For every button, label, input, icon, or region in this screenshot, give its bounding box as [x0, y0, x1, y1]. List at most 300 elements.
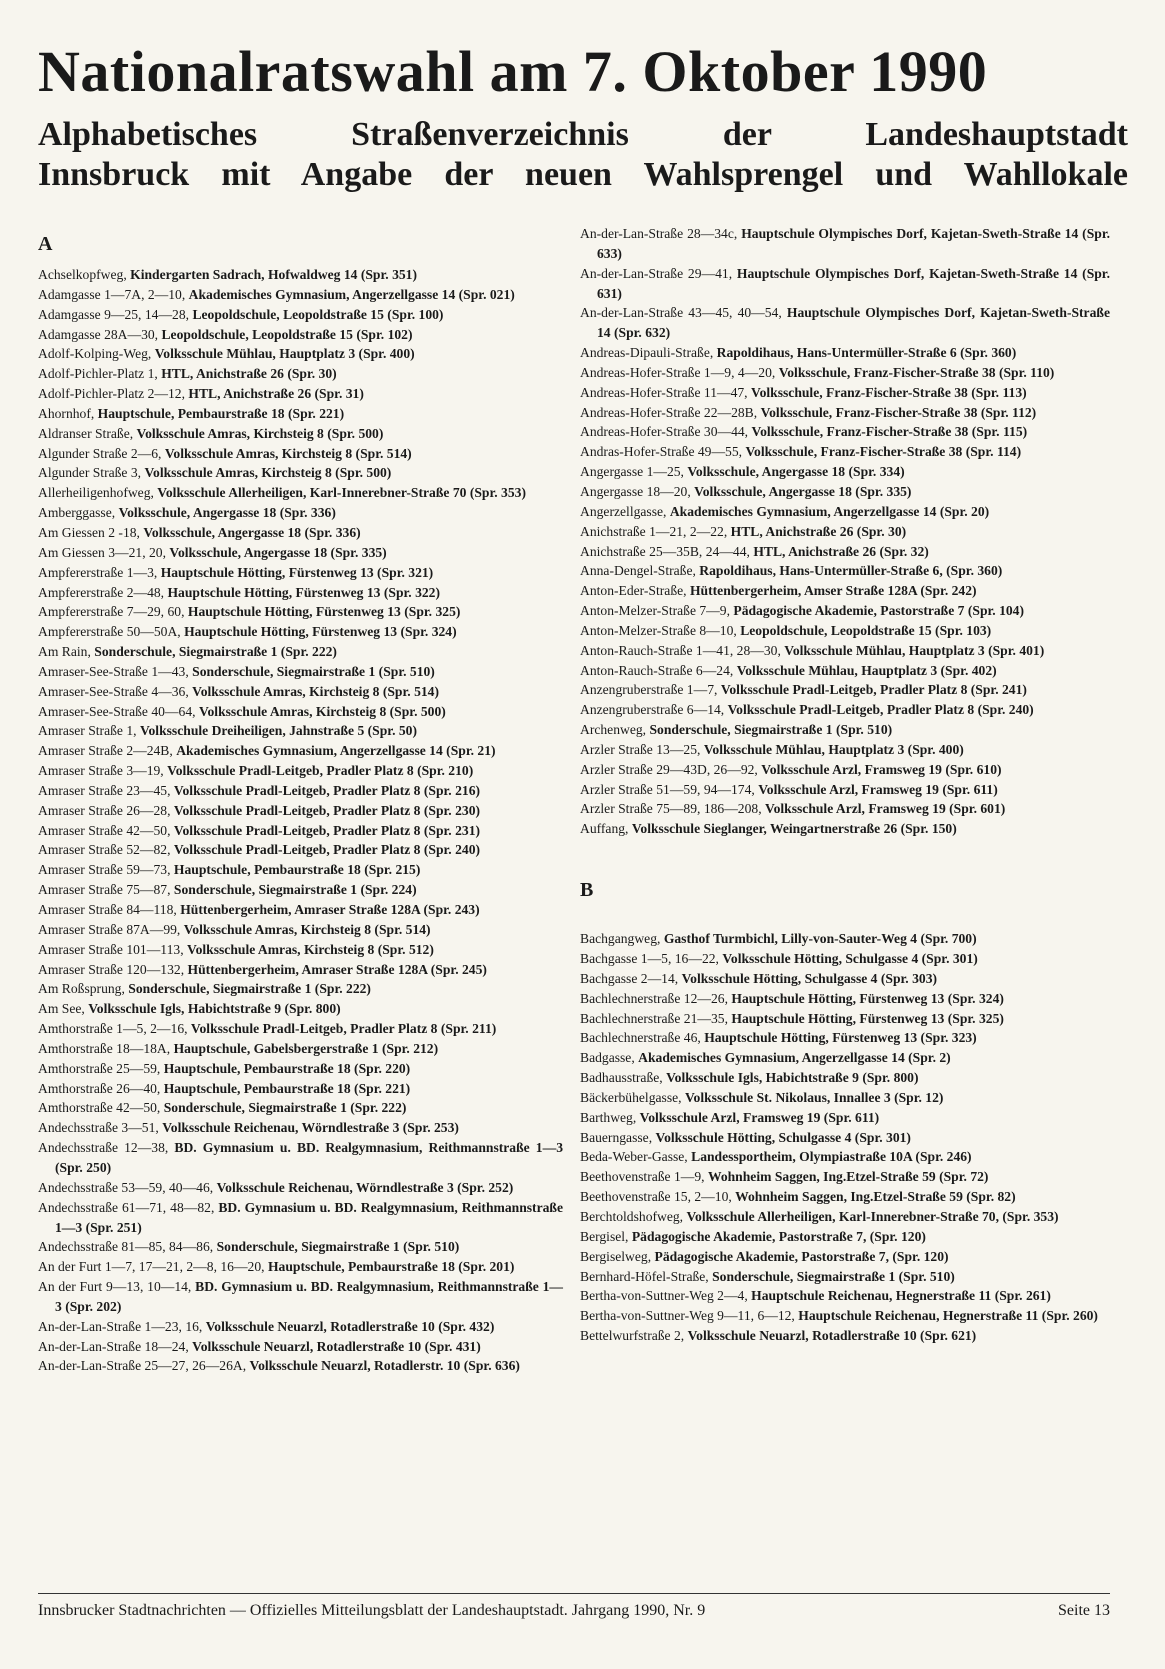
street-name: Angergasse 1—25,: [580, 464, 684, 480]
polling-station: Akademisches Gymnasium, Angerzellgasse 14 (Spr. 21): [176, 743, 496, 759]
polling-station: Hüttenbergerheim, Amraser Straße 128A (Spr. 243): [180, 902, 480, 917]
polling-station: Sonderschule, Siegmairstraße 1 (Spr. 222): [163, 1100, 407, 1116]
polling-station: Hauptschule Hötting, Fürstenweg 13 (Spr. 322): [167, 584, 441, 600]
street-name: Amraser-See-Straße 1—43,: [38, 663, 189, 679]
street-name: An-der-Lan-Straße 29—41,: [580, 265, 733, 281]
street-entry: [580, 224, 1110, 264]
street-entry: [38, 424, 563, 444]
polling-station: Hauptschule, Pembaurstraße 18 (Spr. 215): [173, 862, 421, 878]
polling-station: Sonderschule, Siegmairstraße 1 (Spr. 222): [94, 644, 337, 660]
footer-publication: Innsbrucker Stadtnachrichten — Offizielles Mitteilungsblatt der Landeshauptstadt. Jahrgang 1990, Nr. 9: [38, 1602, 706, 1619]
street-entry: [38, 622, 563, 642]
polling-station: Sonderschule, Siegmairstraße 1 (Spr. 510): [216, 1239, 460, 1255]
street-entry: [580, 1326, 1110, 1346]
street-name: Am See,: [38, 1001, 85, 1017]
street-name: Amraser-See-Straße 40—64,: [38, 703, 196, 719]
polling-station: Volksschule Pradl-Leitgeb, Pradler Platz 8 (Spr. 240): [727, 702, 1034, 718]
street-name: Algunder Straße 3,: [38, 465, 142, 481]
street-entry: [580, 482, 1110, 502]
street-entry: [38, 1098, 563, 1118]
street-name: Andechsstraße 3—51,: [38, 1120, 159, 1136]
polling-station: Volksschule Neuarzl, Rotadlerstraße 10 (Spr. 621): [687, 1328, 977, 1344]
street-name: Amberggasse,: [38, 505, 116, 521]
street-name: Adamgasse 1—7A, 2—10,: [38, 286, 186, 302]
street-name: Amraser Straße 84—118,: [38, 902, 177, 917]
street-entry: [38, 305, 563, 325]
street-entry: [38, 642, 563, 662]
polling-station: Volksschule Amras, Kirchsteig 8 (Spr. 514): [183, 921, 431, 937]
polling-station: Volksschule, Angergasse 18 (Spr. 334): [687, 464, 905, 480]
polling-station: Hauptschule Reichenau, Hegnerstraße 11 (Spr. 260): [798, 1308, 1098, 1324]
polling-station: Hauptschule Hötting, Fürstenweg 13 (Spr. 325): [187, 604, 461, 620]
street-entry: [580, 720, 1110, 740]
section-heading-b: B: [580, 879, 594, 902]
street-entry: [580, 363, 1110, 383]
polling-station: Pädagogische Akademie, Pastorstraße 7 (Spr. 104): [733, 603, 1025, 619]
polling-station: Pädagogische Akademie, Pastorstraße 7, (Spr. 120): [654, 1248, 949, 1264]
street-entry: [38, 325, 563, 345]
street-name: Aldranser Straße,: [38, 425, 134, 441]
polling-station: Hauptschule Olympisches Dorf, Kajetan-Sweth-Straße 14 (Spr. 631): [597, 265, 1110, 301]
street-name: Andechsstraße 12—38,: [38, 1140, 169, 1156]
polling-station: Volksschule Neuarzl, Rotadlerstr. 10 (Spr. 636): [249, 1358, 520, 1374]
polling-station: Hauptschule Hötting, Fürstenweg 13 (Spr. 325): [731, 1010, 1004, 1026]
street-name: Bauerngasse,: [580, 1129, 653, 1145]
street-name: Anichstraße 25—35B, 24—44,: [580, 543, 750, 559]
polling-station: Hauptschule, Gabelsbergerstraße 1 (Spr. 212): [173, 1040, 439, 1056]
street-entry: [580, 680, 1110, 700]
polling-station: Hauptschule Hötting, Fürstenweg 13 (Spr. 324): [184, 624, 457, 640]
polling-station: Hüttenbergerheim, Amser Straße 128A (Spr. 242): [689, 583, 977, 599]
polling-station: Volksschule, Angergasse 18 (Spr. 335): [169, 544, 387, 560]
street-name: Andreas-Hofer-Straße 30—44,: [580, 424, 749, 440]
polling-station: Volksschule Mühlau, Hauptplatz 3 (Spr. 400): [703, 741, 964, 757]
polling-station: Gasthof Turmbichl, Lilly-von-Sauter-Weg 4 (Spr. 700): [663, 931, 977, 947]
street-name: Amthorstraße 25—59,: [38, 1060, 161, 1076]
street-name: Amraser Straße 52—82,: [38, 842, 171, 858]
street-entry: [580, 1227, 1110, 1247]
polling-station: Sonderschule, Siegmairstraße 1 (Spr. 222): [128, 981, 371, 997]
street-name: Ampfererstraße 7—29, 60,: [38, 604, 185, 620]
street-entry: [38, 801, 563, 821]
polling-station: Volksschule Arzl, Framsweg 19 (Spr. 611): [639, 1109, 880, 1125]
street-entry: [580, 383, 1110, 403]
footer-divider: [38, 1593, 1110, 1594]
polling-station: Wohnheim Saggen, Ing.Etzel-Straße 59 (Spr. 82): [735, 1189, 1016, 1205]
street-entry: [38, 523, 563, 543]
street-name: Andras-Hofer-Straße 49—55,: [580, 444, 743, 460]
polling-station: Volksschule Amras, Kirchsteig 8 (Spr. 500): [198, 703, 446, 719]
polling-station: Volksschule Hötting, Schulgasse 4 (Spr. 301): [722, 951, 978, 966]
street-name: Bettelwurfstraße 2,: [580, 1328, 685, 1344]
street-name: Arzler Straße 13—25,: [580, 741, 701, 757]
street-name: Amraser Straße 23—45,: [38, 782, 171, 798]
street-entry: [38, 1138, 563, 1178]
polling-station: Volksschule, Angergasse 18 (Spr. 335): [694, 483, 912, 499]
street-entry: [580, 502, 1110, 522]
street-entry: [38, 285, 563, 305]
street-entry: [38, 1198, 563, 1238]
street-name: An-der-Lan-Straße 43—45, 40—54,: [580, 305, 782, 321]
street-entry: [38, 1019, 563, 1039]
polling-station: Hauptschule Hötting, Fürstenweg 13 (Spr. 321): [160, 564, 434, 580]
polling-station: HTL, Anichstraße 26 (Spr. 31): [188, 386, 364, 402]
subtitle-line-2: Innsbruck mit Angabe der neuen Wahlsprengel und Wahllokale: [38, 156, 1128, 193]
left-column: [38, 225, 563, 1376]
polling-station: Sonderschule, Siegmairstraße 1 (Spr. 510): [192, 663, 435, 679]
street-name: Bachlechnerstraße 21—35,: [580, 1010, 728, 1026]
polling-station: Sonderschule, Siegmairstraße 1 (Spr. 224): [173, 882, 417, 898]
polling-station: Volksschule, Angergasse 18 (Spr. 336): [118, 505, 336, 521]
street-name: Angergasse 18—20,: [580, 483, 691, 499]
street-entry: [580, 1088, 1110, 1108]
street-entry: [580, 1207, 1110, 1227]
street-name: Arzler Straße 75—89, 186—208,: [580, 801, 762, 817]
street-name: Andreas-Hofer-Straße 11—47,: [580, 384, 748, 400]
street-name: Badgasse,: [580, 1050, 635, 1066]
street-entry: [38, 721, 563, 741]
polling-station: Volksschule, Franz-Fischer-Straße 38 (Spr. 112): [760, 404, 1037, 420]
street-entry: [580, 1187, 1110, 1207]
polling-station: Leopoldschule, Leopoldstraße 15 (Spr. 103): [740, 622, 992, 638]
street-name: Bäckerbühelgasse,: [580, 1089, 682, 1105]
street-name: Amthorstraße 26—40,: [38, 1080, 161, 1096]
polling-station: Volksschule Mühlau, Hauptplatz 3 (Spr. 400): [154, 346, 415, 362]
street-name: An-der-Lan-Straße 28—34c,: [580, 226, 738, 241]
polling-station: Pädagogische Akademie, Pastorstraße 7, (Spr. 120): [631, 1228, 926, 1244]
street-name: Bergisel,: [580, 1228, 629, 1244]
street-name: Angerzellgasse,: [580, 503, 667, 519]
street-name: Arzler Straße 51—59, 94—174,: [580, 781, 755, 797]
street-name: Andreas-Dipauli-Straße,: [580, 345, 714, 361]
street-name: Andechsstraße 81—85, 84—86,: [38, 1239, 214, 1255]
street-entry: [580, 969, 1110, 989]
street-name: Adolf-Pichler-Platz 2—12,: [38, 386, 185, 402]
polling-station: Volksschule Arzl, Framsweg 19 (Spr. 611): [758, 781, 998, 797]
street-name: Amraser Straße 26—28,: [38, 802, 171, 818]
street-entry: [580, 949, 1110, 969]
polling-station: Volksschule Amras, Kirchsteig 8 (Spr. 514): [192, 683, 439, 699]
polling-station: Volksschule Dreiheiligen, Jahnstraße 5 (Spr. 50): [139, 723, 418, 739]
street-entry: [580, 929, 1110, 949]
street-name: Algunder Straße 2—6,: [38, 445, 162, 461]
street-entry: [38, 920, 563, 940]
polling-station: Volksschule Pradl-Leitgeb, Pradler Platz 8 (Spr. 241): [720, 682, 1027, 698]
street-name: Anzengruberstraße 1—7,: [580, 682, 718, 698]
polling-station: Leopoldschule, Leopoldstraße 15 (Spr. 100): [192, 306, 444, 322]
street-entry: [38, 364, 563, 384]
street-list-left: [38, 265, 563, 1376]
polling-station: Sonderschule, Siegmairstraße 1 (Spr. 510): [649, 722, 893, 738]
street-name: Anton-Rauch-Straße 6—24,: [580, 662, 734, 678]
polling-station: Leopoldschule, Leopoldstraße 15 (Spr. 102): [161, 326, 413, 342]
street-entry: [580, 1306, 1110, 1326]
street-name: Anton-Rauch-Straße 1—41, 28—30,: [580, 642, 781, 658]
street-entry: [38, 1079, 563, 1099]
street-name: Amraser Straße 120—132,: [38, 961, 185, 977]
polling-station: Volksschule Hötting, Schulgasse 4 (Spr. 301): [655, 1129, 911, 1145]
polling-station: Wohnheim Saggen, Ing.Etzel-Straße 59 (Spr. 72): [707, 1169, 989, 1185]
street-entry: [580, 1267, 1110, 1287]
polling-station: Volksschule Mühlau, Hauptplatz 3 (Spr. 401): [784, 642, 1045, 658]
street-entry: [38, 1277, 563, 1317]
street-name: Anichstraße 1—21, 2—22,: [580, 523, 728, 539]
polling-station: Hauptschule, Pembaurstraße 18 (Spr. 201): [267, 1259, 515, 1275]
street-entry: [580, 641, 1110, 661]
street-entry: [38, 979, 563, 999]
street-name: Amraser Straße 1,: [38, 723, 137, 739]
street-name: Ampfererstraße 50—50A,: [38, 624, 181, 640]
polling-station: HTL, Anichstraße 26 (Spr. 30): [161, 366, 337, 382]
street-entry: [580, 561, 1110, 581]
street-name: Amraser Straße 59—73,: [38, 862, 171, 878]
polling-station: Hauptschule Olympisches Dorf, Kajetan-Sweth-Straße 14 (Spr. 633): [597, 226, 1110, 261]
page-title: Nationalratswahl am 7. Oktober 1990: [38, 39, 988, 104]
street-entry: [38, 960, 563, 980]
street-entry: [38, 1178, 563, 1198]
subtitle-line-1: Alphabetisches Straßenverzeichnis der Landeshauptstadt: [38, 116, 1128, 153]
polling-station: Volksschule Pradl-Leitgeb, Pradler Platz 8 (Spr. 240): [173, 842, 481, 858]
polling-station: Landessportheim, Olympiastraße 10A (Spr. 246): [691, 1149, 972, 1165]
street-entry: [38, 940, 563, 960]
street-name: Amraser Straße 2—24B,: [38, 743, 173, 759]
polling-station: Volksschule Sieglanger, Weingartnerstraße 26 (Spr. 150): [631, 821, 957, 837]
polling-station: Volksschule Igls, Habichtstraße 9 (Spr. 800): [666, 1070, 919, 1086]
polling-station: Hauptschule Reichenau, Hegnerstraße 11 (Spr. 261): [751, 1288, 1051, 1304]
street-entry: [580, 442, 1110, 462]
polling-station: BD. Gymnasium u. BD. Realgymnasium, Reithmannstraße 1—3 (Spr. 250): [55, 1140, 563, 1175]
polling-station: Volksschule Pradl-Leitgeb, Pradler Platz 8 (Spr. 210): [167, 763, 474, 779]
polling-station: HTL, Anichstraße 26 (Spr. 30): [730, 523, 907, 539]
street-entry: [38, 444, 563, 464]
street-list-right-b: [580, 929, 1110, 1346]
street-name: Archenweg,: [580, 722, 647, 738]
street-entry: [580, 264, 1110, 304]
polling-station: Volksschule Mühlau, Hauptplatz 3 (Spr. 402): [736, 662, 997, 678]
street-entry: [580, 522, 1110, 542]
polling-station: Volksschule Allerheiligen, Karl-Innerebner-Straße 70 (Spr. 353): [157, 485, 526, 501]
street-name: Bertha-von-Suttner-Weg 9—11, 6—12,: [580, 1308, 795, 1324]
street-name: Andechsstraße 61—71, 48—82,: [38, 1199, 215, 1215]
street-entry: [38, 682, 563, 702]
street-name: Anna-Dengel-Straße,: [580, 563, 696, 579]
polling-station: Rapoldihaus, Hans-Untermüller-Straße 6, (Spr. 360): [699, 563, 1003, 579]
street-name: Bachlechnerstraße 12—26,: [580, 990, 728, 1006]
street-entry: [38, 1356, 563, 1376]
street-name: Andreas-Hofer-Straße 22—28B,: [580, 404, 758, 420]
street-entry: [580, 1128, 1110, 1148]
street-name: An der Furt 1—7, 17—21, 2—8, 16—20,: [38, 1259, 265, 1275]
street-name: Andechsstraße 53—59, 40—46,: [38, 1179, 214, 1195]
street-name: Amthorstraße 42—50,: [38, 1100, 161, 1116]
polling-station: Volksschule Reichenau, Wörndlestraße 3 (Spr. 253): [162, 1120, 459, 1136]
street-entry: [38, 583, 563, 603]
polling-station: Volksschule Amras, Kirchsteig 8 (Spr. 500): [144, 465, 392, 481]
street-name: Anzengruberstraße 6—14,: [580, 702, 725, 718]
street-entry: [580, 403, 1110, 423]
street-entry: [38, 1257, 563, 1277]
footer-page-number: Seite 13: [1058, 1602, 1110, 1619]
street-name: An-der-Lan-Straße 18—24,: [38, 1338, 189, 1354]
street-name: Am Giessen 3—21, 20,: [38, 544, 166, 560]
street-entry: [38, 503, 563, 523]
street-entry: [580, 542, 1110, 562]
street-entry: [580, 601, 1110, 621]
street-entry: [580, 740, 1110, 760]
polling-station: Akademisches Gymnasium, Angerzellgasse 14 (Spr. 20): [669, 503, 990, 519]
polling-station: Volksschule Arzl, Framsweg 19 (Spr. 601): [765, 801, 1006, 817]
polling-station: Volksschule, Franz-Fischer-Straße 38 (Spr. 114): [745, 444, 1022, 460]
street-name: Bachgasse 2—14,: [580, 970, 679, 986]
street-entry: [38, 1039, 563, 1059]
polling-station: Volksschule Arzl, Framsweg 19 (Spr. 610): [761, 761, 1002, 777]
street-name: Ampfererstraße 2—48,: [38, 584, 165, 600]
street-name: Andreas-Hofer-Straße 1—9, 4—20,: [580, 364, 776, 380]
polling-station: Volksschule, Franz-Fischer-Straße 38 (Spr. 113): [751, 384, 1027, 400]
polling-station: Kindergarten Sadrach, Hofwaldweg 14 (Spr. 351): [130, 267, 417, 282]
street-entry: [38, 463, 563, 483]
street-entry: [580, 799, 1110, 819]
polling-station: Volksschule Amras, Kirchsteig 8 (Spr. 500): [136, 425, 384, 441]
street-entry: [580, 1068, 1110, 1088]
street-entry: [580, 1048, 1110, 1068]
street-entry: [38, 483, 563, 503]
street-name: Am Giessen 2 -18,: [38, 524, 140, 540]
street-entry: [38, 344, 563, 364]
street-name: Berchtoldshofweg,: [580, 1208, 684, 1224]
street-entry: [580, 581, 1110, 601]
street-entry: [38, 900, 563, 920]
polling-station: Hauptschule Hötting, Fürstenweg 13 (Spr. 323): [704, 1030, 977, 1046]
street-name: Adamgasse 28A—30,: [38, 326, 159, 342]
polling-station: Volksschule Amras, Kirchsteig 8 (Spr. 512): [187, 941, 434, 957]
street-entry: [38, 384, 563, 404]
street-name: Adamgasse 9—25, 14—28,: [38, 306, 190, 322]
polling-station: Volksschule Hötting, Schulgasse 4 (Spr. 303): [681, 970, 938, 986]
street-name: Arzler Straße 29—43D, 26—92,: [580, 761, 758, 777]
street-entry: [38, 702, 563, 722]
polling-station: Volksschule Pradl-Leitgeb, Pradler Platz 8 (Spr. 231): [173, 822, 481, 838]
street-name: An der Furt 9—13, 10—14,: [38, 1279, 192, 1295]
street-name: Anton-Melzer-Straße 8—10,: [580, 622, 737, 638]
street-entry: [580, 1028, 1110, 1048]
street-list-right-a: [580, 224, 1110, 839]
page-footer: [38, 1601, 1110, 1621]
street-entry: [580, 1009, 1110, 1029]
polling-station: Akademisches Gymnasium, Angerzellgasse 14 (Spr. 021): [188, 286, 515, 302]
street-entry: [580, 760, 1110, 780]
street-name: Bertha-von-Suttner-Weg 2—4,: [580, 1288, 748, 1304]
street-entry: [38, 404, 563, 424]
polling-station: Volksschule, Franz-Fischer-Straße 38 (Spr. 110): [778, 364, 1055, 380]
polling-station: Volksschule Pradl-Leitgeb, Pradler Platz 8 (Spr. 216): [173, 782, 481, 798]
street-entry: [580, 422, 1110, 442]
street-name: Beda-Weber-Gasse,: [580, 1149, 688, 1165]
street-entry: [580, 700, 1110, 720]
polling-station: Hüttenbergerheim, Amraser Straße 128A (Spr. 245): [187, 961, 487, 977]
street-name: Auffang,: [580, 821, 629, 837]
polling-station: Volksschule Allerheiligen, Karl-Innerebner-Straße 70, (Spr. 353): [686, 1208, 1059, 1224]
street-name: Ampfererstraße 1—3,: [38, 564, 158, 580]
street-name: Am Rain,: [38, 644, 91, 660]
street-name: Amraser Straße 42—50,: [38, 822, 171, 838]
street-entry: [38, 265, 563, 285]
street-name: Allerheiligenhofweg,: [38, 485, 154, 501]
street-name: Am Roßsprung,: [38, 981, 125, 997]
right-column: [580, 224, 1110, 1346]
street-entry: [38, 781, 563, 801]
street-name: Badhausstraße,: [580, 1070, 663, 1086]
street-name: Adolf-Pichler-Platz 1,: [38, 366, 158, 382]
street-entry: [38, 563, 563, 583]
street-name: Beethovenstraße 1—9,: [580, 1169, 705, 1185]
street-entry: [38, 1317, 563, 1337]
street-entry: [580, 462, 1110, 482]
polling-station: Volksschule Neuarzl, Rotadlerstraße 10 (Spr. 432): [205, 1318, 495, 1334]
polling-station: Volksschule, Franz-Fischer-Straße 38 (Spr. 115): [751, 424, 1028, 440]
street-entry: [38, 880, 563, 900]
polling-station: Volksschule Pradl-Leitgeb, Pradler Platz 8 (Spr. 211): [190, 1021, 497, 1037]
street-entry: [38, 1059, 563, 1079]
street-name: Amthorstraße 1—5, 2—16,: [38, 1021, 188, 1037]
street-name: Barthweg,: [580, 1109, 637, 1125]
polling-station: Hauptschule Hötting, Fürstenweg 13 (Spr. 324): [731, 990, 1004, 1006]
street-entry: [580, 1108, 1110, 1128]
street-entry: [580, 343, 1110, 363]
street-entry: [38, 662, 563, 682]
street-entry: [38, 1237, 563, 1257]
street-entry: [580, 661, 1110, 681]
polling-station: BD. Gymnasium u. BD. Realgymnasium, Reithmannstraße 1—3 (Spr. 251): [55, 1199, 563, 1235]
street-name: Anton-Melzer-Straße 7—9,: [580, 603, 730, 619]
polling-station: Volksschule St. Nikolaus, Innallee 3 (Spr. 12): [684, 1089, 944, 1105]
street-entry: [580, 1167, 1110, 1187]
street-entry: [38, 840, 563, 860]
street-entry: [580, 1147, 1110, 1167]
street-name: Amraser-See-Straße 4—36,: [38, 683, 189, 699]
polling-station: BD. Gymnasium u. BD. Realgymnasium, Reithmannstraße 1—3 (Spr. 202): [55, 1279, 563, 1314]
street-entry: [580, 819, 1110, 839]
street-name: Bernhard-Höfel-Straße,: [580, 1268, 709, 1284]
polling-station: Hauptschule, Pembaurstraße 18 (Spr. 221): [163, 1080, 411, 1096]
street-name: Bergiselweg,: [580, 1248, 652, 1264]
street-name: An-der-Lan-Straße 25—27, 26—26A,: [38, 1358, 247, 1374]
street-entry: [580, 303, 1110, 343]
polling-station: Volksschule, Angergasse 18 (Spr. 336): [143, 524, 361, 540]
polling-station: Rapoldihaus, Hans-Untermüller-Straße 6 (Spr. 360): [716, 345, 1017, 361]
polling-station: Volksschule Neuarzl, Rotadlerstraße 10 (Spr. 431): [192, 1338, 481, 1354]
section-heading-a: A: [38, 233, 53, 255]
polling-station: HTL, Anichstraße 26 (Spr. 32): [753, 543, 929, 559]
street-name: Amraser Straße 75—87,: [38, 882, 171, 898]
street-name: Bachlechnerstraße 46,: [580, 1030, 701, 1046]
street-entry: [38, 999, 563, 1019]
street-entry: [38, 1118, 563, 1138]
street-name: Bachgangweg,: [580, 931, 661, 947]
street-entry: [38, 543, 563, 563]
street-entry: [580, 1247, 1110, 1267]
polling-station: Hauptschule, Pembaurstraße 18 (Spr. 220): [163, 1060, 411, 1076]
street-name: Amraser Straße 101—113,: [38, 941, 184, 957]
street-entry: [580, 1286, 1110, 1306]
street-entry: [38, 761, 563, 781]
street-entry: [38, 821, 563, 841]
polling-station: Akademisches Gymnasium, Angerzellgasse 14 (Spr. 2): [638, 1050, 951, 1066]
street-entry: [38, 602, 563, 622]
street-entry: [580, 989, 1110, 1009]
street-entry: [38, 860, 563, 880]
street-name: An-der-Lan-Straße 1—23, 16,: [38, 1318, 203, 1334]
